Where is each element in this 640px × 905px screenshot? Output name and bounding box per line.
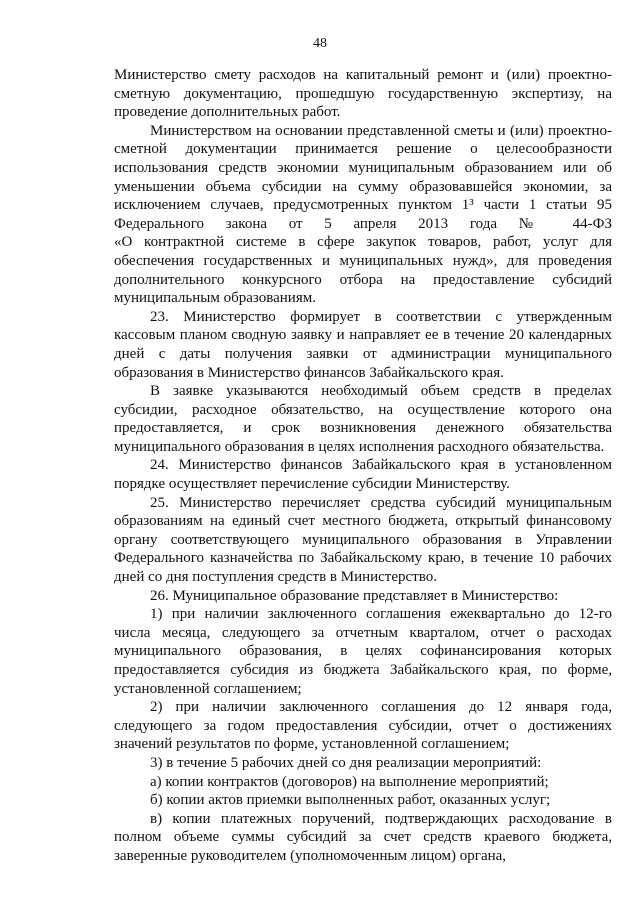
text-line: сметной документации принимается решение о целесообразности	[114, 141, 612, 158]
paragraph	[114, 810, 612, 866]
text-line: числа месяца, следующего за отчетным кварталом, отчет о расходах	[114, 624, 612, 641]
text-line: установленной соглашением;	[114, 680, 302, 697]
text-line: обеспечения государственных и муниципальных нужд», для проведения	[114, 252, 612, 269]
text-line: дней с даты получения заявки от администрации муниципального	[114, 345, 612, 362]
text-line: полном объеме суммы субсидий за счет средств краевого бюджета,	[114, 829, 612, 846]
text-line: предоставляется субсидия из бюджета Забайкальского края, по форме,	[114, 662, 612, 678]
text-line: б) копии актов приемки выполненных работ, оказанных услуг;	[150, 792, 551, 809]
text-line: исключением случаев, предусмотренных пунктом 1³ части 1 статьи 95	[114, 197, 612, 214]
text-line: 23. Министерство формирует в соответствии с утвержденным	[150, 308, 612, 325]
text-line: органу соответствующего муниципального образования в Управлении	[114, 531, 612, 548]
paragraph	[114, 605, 612, 698]
text-line: В заявке указываются необходимый объем средств в пределах	[150, 383, 612, 400]
paragraph	[114, 698, 612, 754]
text-line: муниципального образования, в целях софинансирования которых	[114, 643, 612, 660]
paragraph	[114, 791, 612, 810]
paragraph	[114, 456, 612, 493]
text-line: использования средств экономии муниципальным образованием или об	[114, 159, 612, 176]
text-line: 3) в течение 5 рабочих дней со дня реализации мероприятий:	[150, 754, 542, 771]
text-line: кассовым планом сводную заявку и направляет ее в течение 20 календарных	[114, 327, 612, 344]
text-line: Министерство смету расходов на капитальный ремонт и (или) проектно-	[114, 67, 612, 83]
text-line: значений результатов по форме, установленной соглашением;	[114, 736, 510, 753]
text-line: 24. Министерство финансов Забайкальского края в установленном	[150, 457, 612, 474]
text-line: порядке осуществляет перечисление субсидии Министерству.	[114, 476, 510, 493]
text-line: дополнительного конкурсного отбора на предоставление субсидий	[114, 271, 612, 288]
text-line: уменьшении объема субсидии на сумму образовавшейся экономии, за	[114, 178, 612, 195]
text-line: 1) при наличии заключенного соглашения ежеквартально до 12-го	[150, 606, 612, 623]
text-line: образованиям на единый счет местного бюджета, открытый финансовому	[114, 513, 612, 530]
text-line: 25. Министерство перечисляет средства субсидий муниципальным	[150, 494, 612, 511]
text-line: сметную документацию, прошедшую государственную экспертизу, на	[114, 85, 612, 102]
text-line: заверенные руководителем (уполномоченным лицом) органа,	[114, 847, 507, 864]
text-line: Федерального казначейства по Забайкальскому краю, в течение 10 рабочих	[114, 550, 612, 567]
paragraph	[114, 754, 612, 773]
text-line: 26. Муниципальное образование представляет в Министерство:	[150, 587, 559, 604]
text-line: «О контрактной системе в сфере закупок товаров, работ, услуг для	[114, 234, 612, 251]
paragraph	[114, 66, 612, 122]
text-line: дней со дня поступления средств в Министерство.	[114, 569, 437, 586]
text-line: а) копии контрактов (договоров) на выполнение мероприятий;	[150, 773, 549, 790]
paragraph	[114, 494, 612, 587]
text-line: 2) при наличии заключенного соглашения до 12 января года,	[150, 699, 612, 716]
text-line: муниципальным образованиям.	[114, 290, 316, 307]
text-line: образования в Министерство финансов Забайкальского края.	[114, 364, 504, 381]
paragraph	[114, 122, 612, 308]
text-line: предоставляется, и срок возникновения денежного обязательства	[114, 420, 612, 437]
text-line: Министерством на основании представленной сметы и (или) проектно-	[150, 122, 612, 139]
page-number: 48	[313, 36, 327, 51]
text-line: Федерального закона от 5 апреля 2013 года № 44-ФЗ	[114, 215, 612, 232]
paragraph	[114, 773, 612, 792]
paragraph	[114, 308, 612, 382]
text-line: следующего за годом предоставления субсидии, отчет о достижениях	[114, 717, 612, 734]
paragraph	[114, 587, 612, 606]
paragraph	[114, 382, 612, 456]
text-line: в) копии платежных поручений, подтверждающих расходование в	[150, 810, 612, 827]
text-line: проведение дополнительных работ.	[114, 104, 341, 121]
text-line: муниципального образования в целях исполнения расходного обязательства.	[114, 438, 605, 455]
text-line: субсидии, расходное обязательство, на осуществление которого она	[114, 401, 612, 418]
document-body	[114, 66, 612, 866]
